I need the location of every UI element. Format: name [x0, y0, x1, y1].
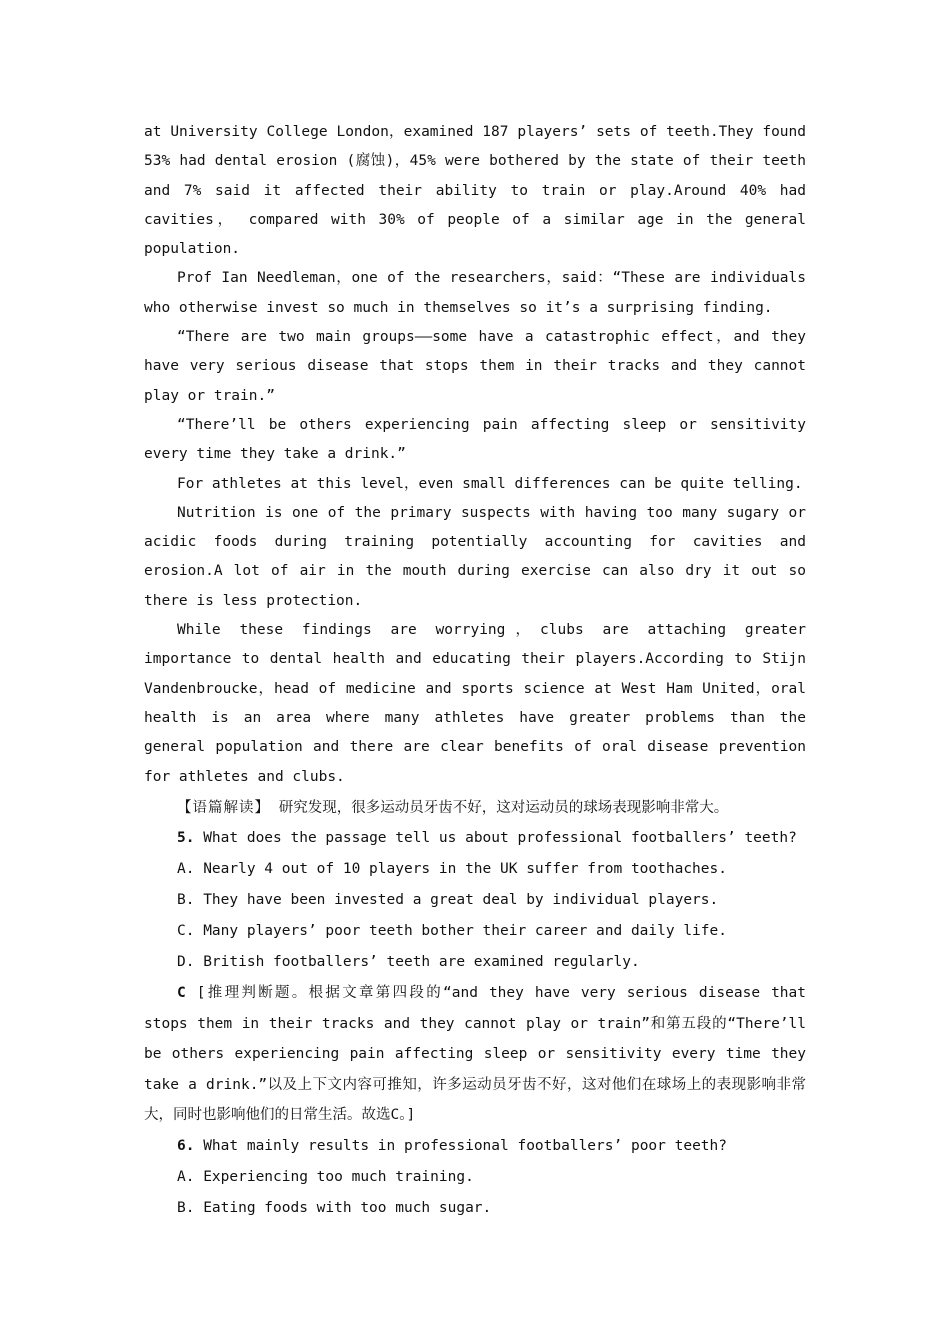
- passage-paragraph-7: While these findings are worrying，clubs are attaching greater importance to dental health and educating their players.According to Stijn Vandenbroucke，head of medicine and sports science at West Ham United，oral health is an area where many athletes have greater problems than the general population and there are clear benefits of oral disease prevention for athletes and clubs.: [144, 622, 806, 785]
- question-6-option-a: A. Experiencing too much training.: [177, 1168, 474, 1185]
- question-5-answer-letter: C: [177, 985, 186, 1002]
- passage-summary: [144, 794, 806, 823]
- passage-paragraph-5: For athletes at this level，even small differences can be quite telling.: [177, 475, 803, 492]
- passage-paragraph-6: Nutrition is one of the primary suspects with having too many sugary or acidic foods during training potentially accounting for cavities and erosion.A lot of air in the mouth during exercise can also dry it out so there is less protection.: [144, 504, 806, 609]
- question-5-option-c: C. Many players’ poor teeth bother their career and daily life.: [177, 923, 727, 940]
- question-6-number: 6.: [177, 1137, 195, 1154]
- question-6-option-b: B. Eating foods with too much sugar.: [177, 1199, 492, 1216]
- question-5-number: 5.: [177, 830, 195, 847]
- question-5-option-d: D. British footballers’ teeth are examined regularly.: [177, 954, 640, 971]
- summary-text: 研究发现，很多运动员牙齿不好，这对运动员的球场表现影响非常大。: [278, 799, 729, 816]
- document-page: [144, 118, 806, 1224]
- passage-paragraph-2: Prof Ian Needleman，one of the researchers，said：“These are individuals who otherwise invest so much in themselves so it’s a surprising finding.: [144, 270, 806, 316]
- question-5-explanation: [推理判断题。根据文章第四段的“and they have very serious disease that stops them in their tracks and they cannot play or train”和第五段的“There’ll be others experiencing pain affecting sleep or sensitivity every time they take a drink.”以及上下文内容可推知，许多运动员牙齿不好，这对他们在球场上的表现影响非常大，同时也影响他们的日常生活。故选C。]: [144, 985, 806, 1124]
- question-5-option-b: B. They have been invested a great deal by individual players.: [177, 892, 719, 909]
- question-5-option-a: A. Nearly 4 out of 10 players in the UK suffer from toothaches.: [177, 861, 727, 878]
- question-5-answer: [144, 978, 806, 1131]
- question-6-text: What mainly results in professional footballers’ poor teeth?: [203, 1137, 727, 1154]
- question-5-text: What does the passage tell us about professional footballers’ teeth?: [203, 830, 797, 847]
- question-6-stem: [144, 1131, 806, 1162]
- summary-tag: 【语篇解读】: [177, 799, 270, 816]
- passage-paragraph-3: “There are two main groups——some have a catastrophic effect，and they have very serious disease that stops them in their tracks and they cannot play or train.”: [144, 329, 806, 404]
- passage-paragraph-4: “There’ll be others experiencing pain affecting sleep or sensitivity every time they take a drink.”: [144, 416, 806, 463]
- passage-paragraph-1: at University College London，examined 187 players’ sets of teeth.They found 53% had dental erosion (腐蚀)，45% were bothered by the state of their teeth and 7% said it affected their ability to train or play.Around 40% had cavities， compared with 30% of people of a similar age in the general population.: [144, 124, 806, 258]
- question-5-stem: [144, 823, 806, 854]
